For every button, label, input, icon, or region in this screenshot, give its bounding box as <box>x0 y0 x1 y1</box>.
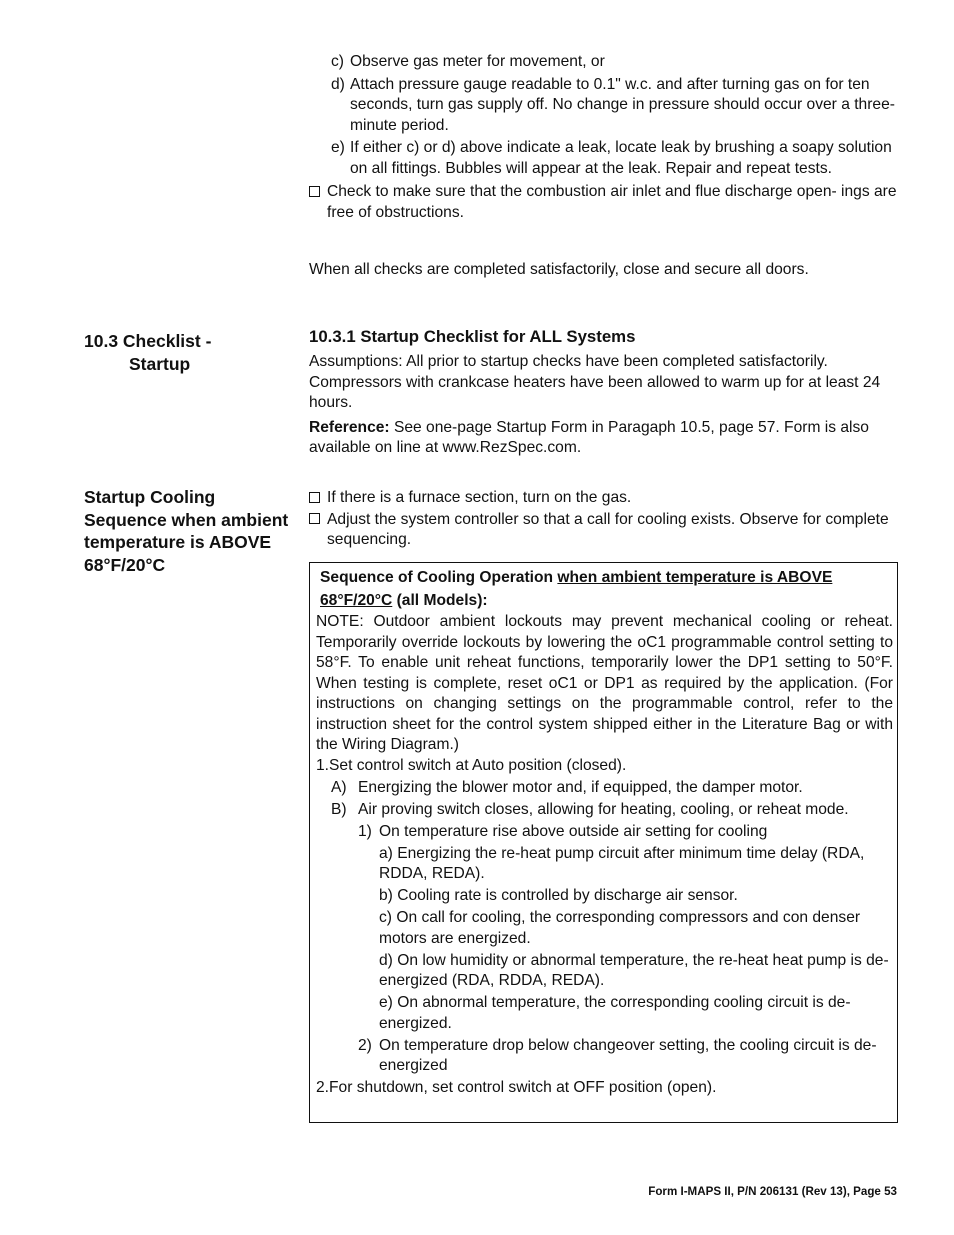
checklist-item-text: Adjust the system controller so that a call for cooling exists. Observe for complete sequencing. <box>327 510 889 548</box>
section-title-line2: Startup <box>129 353 191 374</box>
list-marker: A) <box>331 778 347 796</box>
checkbox-icon <box>309 186 320 197</box>
leak-test-list <box>309 52 897 224</box>
sequence-substep-1 <box>316 822 893 843</box>
list-item <box>309 75 897 137</box>
list-item <box>309 138 897 179</box>
list-marker: B) <box>331 800 347 818</box>
list-item-text: Energizing the blower motor and, if equipped, the damper motor. <box>358 778 803 796</box>
list-item-text: If either c) or d) above indicate a leak, locate leak by brushing a soapy solution on all fittings. Bubbles will appear at the leak. Repair and repeat tests. <box>350 139 892 177</box>
completion-paragraph: When all checks are completed satisfactorily, close and secure all doors. <box>309 261 809 278</box>
sequence-step-1: 1.Set control switch at Auto position (closed). <box>316 756 627 774</box>
sequence-substep-2 <box>316 1036 893 1077</box>
list-marker: c) <box>331 53 344 70</box>
checkbox-icon <box>309 513 320 524</box>
assumptions-paragraph: Assumptions: All prior to startup checks have been completed satisfactorily. Compressors with crankcase heaters have been allowed to warm up for at least 24 hours. <box>309 353 881 411</box>
list-item-text: On temperature rise above outside air setting for cooling <box>379 822 768 840</box>
sequence-step-1a <box>316 778 893 799</box>
reference-paragraph <box>309 418 897 459</box>
list-marker: 2) <box>358 1036 372 1054</box>
sequence-title-suffix: (all Models): <box>392 591 488 609</box>
section-heading <box>84 330 284 375</box>
reference-text: See one-page Startup Form in Paragaph 10.5, page 57. Form is also available on line at www.RezSpec.com. <box>309 418 869 456</box>
sequence-item-a: a) Energizing the re-heat pump circuit after minimum time delay (RDA, RDDA, REDA). <box>379 844 865 882</box>
list-item-text: Attach pressure gauge readable to 0.1" w.c. and after turning gas on for ten seconds, turn gas supply off. No change in pressure should occur over a three-minute period. <box>350 75 895 134</box>
section-number-title: 10.3 Checklist - <box>84 331 212 351</box>
list-item-text: On temperature drop below changeover setting, the cooling circuit is de-energized <box>379 1036 877 1074</box>
sequence-title-condition: when ambient temperature is ABOVE 68°F/20°C <box>320 569 833 609</box>
startup-checklist-section <box>309 327 897 459</box>
page-footer: Form I-MAPS II, P/N 206131 (Rev 13), Page 53 <box>648 1185 897 1198</box>
reference-label: Reference: <box>309 418 390 436</box>
checkbox-icon <box>309 492 320 503</box>
checklist-item-text: Check to make sure that the combustion air inlet and flue discharge open- ings are free of obstructions. <box>327 183 897 221</box>
sequence-box <box>309 562 898 1123</box>
list-marker: 1) <box>358 822 372 840</box>
sequence-item-c: c) On call for cooling, the corresponding compressors and con denser motors are energized. <box>379 909 861 947</box>
list-item <box>309 52 897 73</box>
cooling-checklist <box>309 488 897 552</box>
sequence-title-prefix: Sequence of Cooling Operation <box>320 569 558 586</box>
sequence-item-e: e) On abnormal temperature, the corresponding cooling circuit is de-energized. <box>379 994 851 1032</box>
subsection-heading: 10.3.1 Startup Checklist for ALL Systems <box>309 327 636 346</box>
list-item-text: Air proving switch closes, allowing for heating, cooling, or reheat mode. <box>358 800 849 818</box>
list-item-text: Observe gas meter for movement, or <box>350 53 605 70</box>
sequence-item-d: d) On low humidity or abnormal temperature, the re-heat heat pump is de-energized (RDA, RDDA, REDA). <box>379 951 889 989</box>
list-marker: d) <box>331 75 345 93</box>
checklist-item-controller <box>309 510 897 551</box>
checklist-item-obstructions <box>309 182 897 223</box>
list-marker: e) <box>331 139 345 156</box>
cooling-side-heading: Startup Cooling Sequence when ambient temperature is ABOVE 68°F/20°C <box>84 487 289 575</box>
sequence-note: NOTE: Outdoor ambient lockouts may prevent mechanical cooling or reheat. Temporarily override lockouts by lowering the oC1 programmable control setting to 58°F. To enable unit reheat functions, temporarily lower the DP1 setting to 50°F. When testing is complete, reset oC1 or DP1 as required by the application. (For instructions on changing settings on the programmable control, refer to the instruction sheet for the control system shipped either in the Literature Bag or with the Wiring Diagram.) <box>316 613 893 753</box>
sequence-title <box>316 567 893 612</box>
sequence-step-2: 2.For shutdown, set control switch at OFF position (open). <box>316 1079 717 1096</box>
checklist-item-text: If there is a furnace section, turn on the gas. <box>327 489 632 506</box>
checklist-item-furnace <box>309 488 897 509</box>
sequence-item-b: b) Cooling rate is controlled by discharge air sensor. <box>379 887 738 904</box>
sequence-step-1b <box>316 800 893 821</box>
